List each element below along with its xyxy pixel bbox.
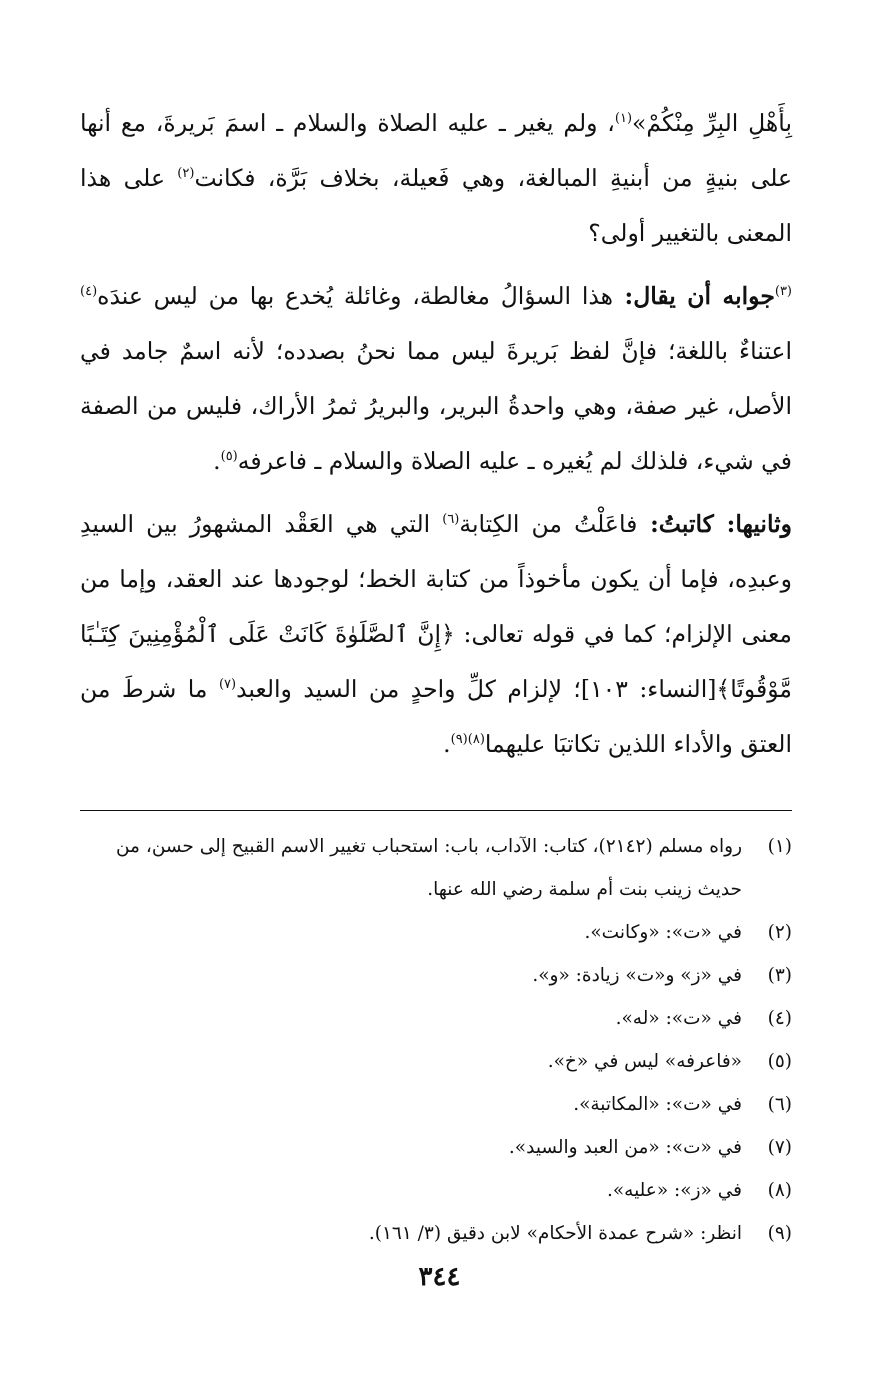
footnote-text: في «ز» و«ت» زيادة: «و». bbox=[532, 965, 742, 986]
footnote-number: (٧) bbox=[767, 1137, 792, 1158]
footnote-number: (٨) bbox=[767, 1180, 792, 1201]
footnote-text: «فاعرفه» ليس في «خ». bbox=[547, 1051, 742, 1072]
footnote-number: (٤) bbox=[767, 1008, 792, 1029]
footnote-text: رواه مسلم (٢١٤٢)، كتاب: الآداب، باب: استحباب تغيير الاسم القبيح إلى حسن، من حديث زينب بنت أم سلمة رضي الله عنها. bbox=[115, 836, 742, 900]
footnote-ref[interactable]: (٨)(٩) bbox=[450, 732, 485, 748]
footnote-number: (٦) bbox=[767, 1094, 792, 1115]
footnote-text: في «ت»: «له». bbox=[615, 1008, 742, 1029]
footnote-divider bbox=[80, 810, 792, 811]
paragraph-1 bbox=[80, 96, 792, 261]
footnote-item bbox=[80, 1212, 792, 1255]
footnote-number: (٩) bbox=[767, 1223, 792, 1244]
footnote-ref[interactable]: (٧) bbox=[218, 677, 237, 693]
footnote-ref[interactable]: (٣) bbox=[774, 284, 792, 300]
text-segment: ما شرطَ من العتق والأداء اللذين تكاتبَا عليهما bbox=[80, 675, 792, 758]
text-segment: . bbox=[443, 730, 451, 758]
footnote-text: انظر: «شرح عمدة الأحكام» لابن دقيق (٣/ ١٦١). bbox=[368, 1223, 742, 1244]
text-segment: ، ولم يغير ـ عليه الصلاة والسلام ـ اسمَ بَريرةَ، مع أنها على بنيةٍ من أبنيةِ المبالغة، وهي فَعيلة، بخلاف بَرَّة، فكانت bbox=[80, 109, 792, 192]
footnote-text: في «ت»: «المكاتبة». bbox=[573, 1094, 742, 1115]
footnote-ref[interactable]: (٤) bbox=[80, 284, 98, 300]
footnote-item bbox=[80, 1169, 792, 1212]
footnote-ref[interactable]: (١) bbox=[614, 111, 633, 127]
footnote-number: (٥) bbox=[767, 1051, 792, 1072]
footnote-item bbox=[80, 1126, 792, 1169]
footnote-item bbox=[80, 911, 792, 954]
text-segment: على هذا المعنى بالتغيير أولى؟ bbox=[80, 164, 792, 247]
footnote-text: في «ت»: «وكانت». bbox=[584, 922, 742, 943]
text-segment: . bbox=[213, 447, 221, 475]
footnote-number: (١) bbox=[767, 836, 792, 857]
footnote-item bbox=[80, 1040, 792, 1083]
footnote-ref[interactable]: (٦) bbox=[442, 512, 460, 528]
footnote-text: في «ت»: «من العبد والسيد». bbox=[508, 1137, 742, 1158]
bold-heading: جوابه أن يقال: bbox=[613, 282, 775, 310]
footnote-number: (٣) bbox=[767, 965, 792, 986]
page-number: ٣٤٤ bbox=[418, 1262, 461, 1292]
footnote-ref[interactable]: (٢) bbox=[177, 166, 195, 182]
footnote-ref[interactable]: (٥) bbox=[220, 449, 238, 465]
footnote-item bbox=[80, 825, 792, 911]
bold-heading: وثانيها: كاتبتُ: bbox=[637, 510, 793, 538]
footnotes bbox=[80, 825, 792, 1255]
paragraph-2 bbox=[80, 269, 792, 489]
footnote-item bbox=[80, 997, 792, 1040]
paragraph-3 bbox=[80, 497, 792, 772]
footnote-item bbox=[80, 954, 792, 997]
footnote-text: في «ز»: «عليه». bbox=[606, 1180, 742, 1201]
text-segment: فاعَلْتُ من الكِتابة bbox=[459, 510, 638, 538]
main-text bbox=[80, 96, 792, 780]
text-segment: اعتناءٌ باللغة؛ فإنَّ لفظ بَريرةَ ليس مما نحنُ بصدده؛ لأنه اسمٌ جامد في الأصل، غير صفة، وهي واحدةُ البرير، والبريرُ ثمرُ الأراك، فليس من الصفة في شيء، فلذلك لم يُغيره ـ عليه الصلاة والسلام ـ فاعرفه bbox=[80, 337, 792, 475]
footnote-item bbox=[80, 1083, 792, 1126]
text-segment: بِأَهْلِ البِرِّ مِنْكُمْ» bbox=[632, 109, 792, 137]
text-segment: التي هي العَقْد المشهورُ بين السيدِ وعبدِه، فإما أن يكون مأخوذاً من كتابة الخط؛ لوجودها عند العقد، وإما من معنى الإلزام؛ كما في قوله تعالى: ﴿إِنَّ ٱلصَّلَوٰةَ كَانَتْ عَلَى ٱلْمُؤْمِنِينَ كِتَـٰبًا مَّوْقُوتًا﴾[النساء: ١٠٣]؛ لإلزام كلِّ واحدٍ من السيد والعبد bbox=[80, 510, 792, 703]
footnote-number: (٢) bbox=[767, 922, 792, 943]
text-segment: هذا السؤالُ مغالطة، وغائلة يُخدع بها من ليس عندَه bbox=[97, 282, 614, 310]
